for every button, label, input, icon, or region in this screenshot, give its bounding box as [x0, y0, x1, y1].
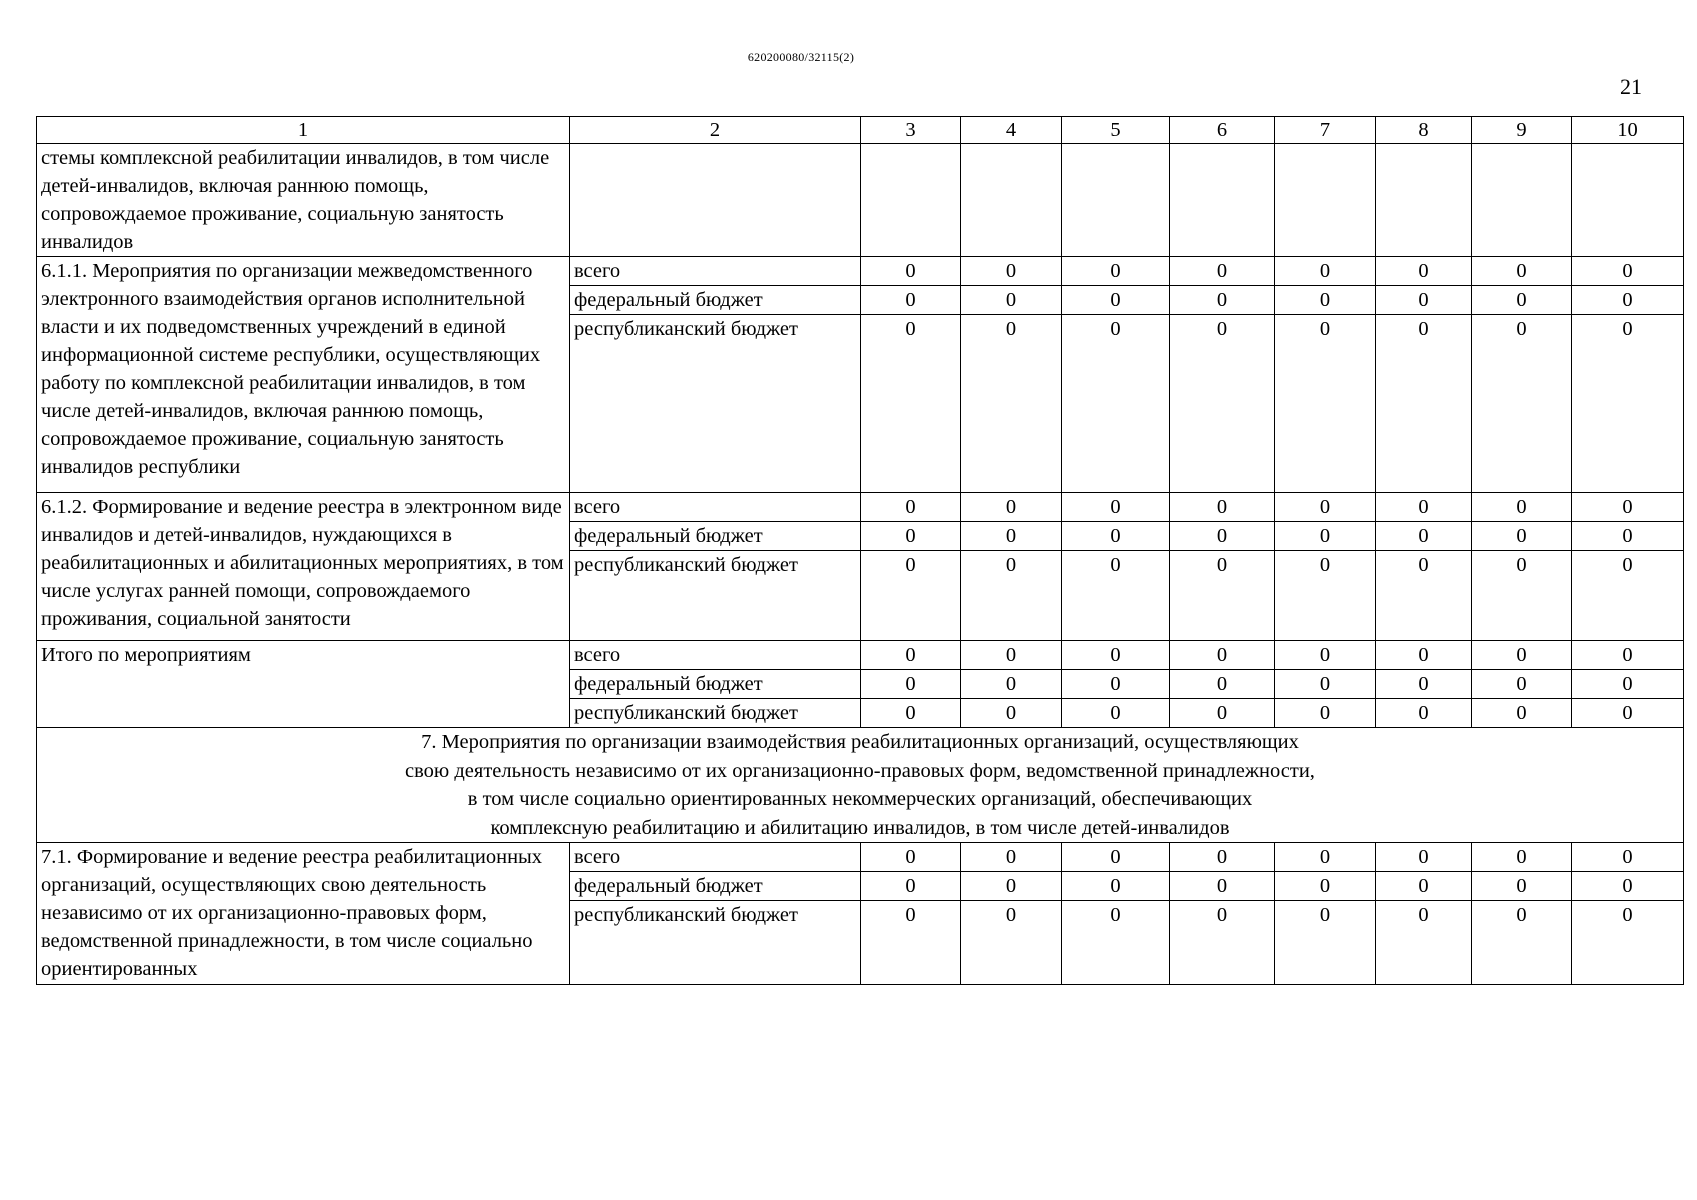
- value-cell: 0: [1275, 493, 1376, 522]
- table-row: [37, 493, 1684, 522]
- row-description: 6.1.2. Формирование и ведение реестра в электронном виде инвалидов и детей-инвалидов, нуждающихся в реабилитационных и абилитационных мероприятиях, в том числе услугах ранней помощи, сопровождаемого проживания, социальной занятости: [37, 493, 570, 641]
- value-cell: 0: [1275, 901, 1376, 985]
- value-cell: 0: [1062, 641, 1170, 670]
- value-cell: 0: [1376, 286, 1472, 315]
- budget-label-total: всего: [570, 257, 861, 286]
- row-description: 6.1.1. Мероприятия по организации межведомственного электронного взаимодействия органов исполнительной власти и их подведомственных учреждений в единой информационной системе республики, осуществляющих работу по комплексной реабилитации инвалидов, в том числе детей-инвалидов, включая раннюю помощь, сопровождаемое проживание, социальную занятость инвалидов республики: [37, 257, 570, 493]
- value-cell: 0: [1062, 315, 1170, 493]
- column-header: 1: [37, 117, 570, 144]
- budget-label-republic: республиканский бюджет: [570, 315, 861, 493]
- value-cell: 0: [1275, 286, 1376, 315]
- value-cell: 0: [861, 493, 961, 522]
- page-number: 21: [1620, 74, 1642, 99]
- value-cell: 0: [1472, 843, 1572, 872]
- column-header: 8: [1376, 117, 1472, 144]
- value-cell: 0: [1062, 493, 1170, 522]
- value-cell: 0: [1472, 315, 1572, 493]
- value-cell: 0: [861, 670, 961, 699]
- column-header: 4: [961, 117, 1062, 144]
- value-cell: 0: [1572, 315, 1684, 493]
- budget-label-federal: федеральный бюджет: [570, 670, 861, 699]
- empty-cell: [570, 144, 861, 257]
- value-cell: 0: [1376, 641, 1472, 670]
- value-cell: 0: [961, 257, 1062, 286]
- value-cell: 0: [1572, 901, 1684, 985]
- value-cell: 0: [1472, 901, 1572, 985]
- value-cell: 0: [1472, 522, 1572, 551]
- table-row: [37, 843, 1684, 872]
- value-cell: 0: [1572, 699, 1684, 728]
- value-cell: 0: [1472, 641, 1572, 670]
- value-cell: 0: [1062, 522, 1170, 551]
- value-cell: 0: [1472, 872, 1572, 901]
- value-cell: 0: [1275, 315, 1376, 493]
- value-cell: 0: [1170, 522, 1275, 551]
- section-heading-row: [37, 728, 1684, 843]
- value-cell: 0: [961, 522, 1062, 551]
- value-cell: 0: [961, 843, 1062, 872]
- column-header: 6: [1170, 117, 1275, 144]
- value-cell: 0: [1062, 843, 1170, 872]
- value-cell: 0: [1472, 257, 1572, 286]
- empty-cell: [1062, 144, 1170, 257]
- value-cell: 0: [861, 315, 961, 493]
- value-cell: 0: [1062, 257, 1170, 286]
- empty-cell: [1275, 144, 1376, 257]
- value-cell: 0: [1275, 641, 1376, 670]
- column-header: 2: [570, 117, 861, 144]
- value-cell: 0: [1572, 551, 1684, 641]
- section-heading-line: свою деятельность независимо от их организационно-правовых форм, ведомственной принадлежности,: [405, 759, 1315, 782]
- value-cell: 0: [1275, 872, 1376, 901]
- value-cell: 0: [1376, 843, 1472, 872]
- empty-cell: [861, 144, 961, 257]
- value-cell: 0: [1275, 257, 1376, 286]
- value-cell: 0: [1170, 901, 1275, 985]
- column-header: 9: [1472, 117, 1572, 144]
- empty-cell: [961, 144, 1062, 257]
- value-cell: 0: [1062, 872, 1170, 901]
- value-cell: 0: [861, 901, 961, 985]
- budget-label-total: всего: [570, 493, 861, 522]
- value-cell: 0: [1376, 315, 1472, 493]
- value-cell: 0: [861, 522, 961, 551]
- value-cell: 0: [1376, 493, 1472, 522]
- section-heading-line: 7. Мероприятия по организации взаимодействия реабилитационных организаций, осуществляющих: [421, 731, 1299, 753]
- value-cell: 0: [1376, 872, 1472, 901]
- table-row-continuation: [37, 144, 1684, 257]
- value-cell: 0: [1472, 551, 1572, 641]
- value-cell: 0: [1472, 286, 1572, 315]
- section-heading-line: в том числе социально ориентированных некоммерческих организаций, обеспечивающих: [467, 788, 1253, 810]
- value-cell: 0: [1275, 699, 1376, 728]
- value-cell: 0: [1170, 257, 1275, 286]
- budget-table: [36, 116, 1684, 985]
- empty-cell: [1572, 144, 1684, 257]
- value-cell: 0: [961, 641, 1062, 670]
- value-cell: 0: [1170, 872, 1275, 901]
- value-cell: 0: [1376, 551, 1472, 641]
- value-cell: 0: [1275, 670, 1376, 699]
- value-cell: 0: [1472, 493, 1572, 522]
- section-heading: [37, 728, 1684, 843]
- value-cell: 0: [961, 901, 1062, 985]
- value-cell: 0: [1170, 641, 1275, 670]
- column-header: 7: [1275, 117, 1376, 144]
- value-cell: 0: [961, 315, 1062, 493]
- value-cell: 0: [1170, 315, 1275, 493]
- row-description: Итого по мероприятиям: [37, 641, 570, 728]
- value-cell: 0: [1062, 699, 1170, 728]
- empty-cell: [1376, 144, 1472, 257]
- value-cell: 0: [1275, 522, 1376, 551]
- value-cell: 0: [1572, 670, 1684, 699]
- value-cell: 0: [961, 872, 1062, 901]
- value-cell: 0: [1170, 670, 1275, 699]
- value-cell: 0: [1376, 522, 1472, 551]
- value-cell: 0: [1572, 641, 1684, 670]
- value-cell: 0: [1572, 286, 1684, 315]
- column-header: 3: [861, 117, 961, 144]
- budget-label-federal: федеральный бюджет: [570, 872, 861, 901]
- budget-label-total: всего: [570, 641, 861, 670]
- value-cell: 0: [1062, 551, 1170, 641]
- value-cell: 0: [1572, 257, 1684, 286]
- value-cell: 0: [961, 493, 1062, 522]
- value-cell: 0: [861, 699, 961, 728]
- value-cell: 0: [961, 286, 1062, 315]
- budget-label-republic: республиканский бюджет: [570, 699, 861, 728]
- value-cell: 0: [861, 843, 961, 872]
- budget-label-federal: федеральный бюджет: [570, 522, 861, 551]
- value-cell: 0: [961, 551, 1062, 641]
- value-cell: 0: [1472, 670, 1572, 699]
- value-cell: 0: [961, 670, 1062, 699]
- value-cell: 0: [1376, 699, 1472, 728]
- value-cell: 0: [1572, 493, 1684, 522]
- value-cell: 0: [1062, 670, 1170, 699]
- row-description: стемы комплексной реабилитации инвалидов, в том числе детей-инвалидов, включая раннюю помощь, сопровождаемое проживание, социальную занятость инвалидов: [37, 144, 570, 257]
- value-cell: 0: [861, 872, 961, 901]
- value-cell: 0: [1376, 901, 1472, 985]
- value-cell: 0: [1376, 257, 1472, 286]
- value-cell: 0: [1572, 872, 1684, 901]
- value-cell: 0: [1572, 522, 1684, 551]
- value-cell: 0: [1572, 843, 1684, 872]
- section-heading-line: комплексную реабилитацию и абилитацию инвалидов, в том числе детей-инвалидов: [490, 816, 1230, 839]
- value-cell: 0: [1275, 843, 1376, 872]
- table-row: [37, 257, 1684, 286]
- row-description: 7.1. Формирование и ведение реестра реабилитационных организаций, осуществляющих свою деятельность независимо от их организационно-правовых форм, ведомственной принадлежности, в том числе социально ориентированных: [37, 843, 570, 985]
- value-cell: 0: [861, 257, 961, 286]
- budget-label-total: всего: [570, 843, 861, 872]
- value-cell: 0: [1170, 551, 1275, 641]
- value-cell: 0: [1062, 901, 1170, 985]
- value-cell: 0: [1170, 699, 1275, 728]
- value-cell: 0: [861, 641, 961, 670]
- value-cell: 0: [1062, 286, 1170, 315]
- value-cell: 0: [961, 699, 1062, 728]
- value-cell: 0: [1170, 843, 1275, 872]
- empty-cell: [1170, 144, 1275, 257]
- value-cell: 0: [861, 286, 961, 315]
- budget-label-republic: республиканский бюджет: [570, 901, 861, 985]
- budget-label-republic: республиканский бюджет: [570, 551, 861, 641]
- value-cell: 0: [1170, 493, 1275, 522]
- budget-label-federal: федеральный бюджет: [570, 286, 861, 315]
- value-cell: 0: [1170, 286, 1275, 315]
- column-number-row: [37, 117, 1684, 144]
- document-code: 620200080/32115(2): [747, 50, 855, 64]
- empty-cell: [1472, 144, 1572, 257]
- value-cell: 0: [861, 551, 961, 641]
- value-cell: 0: [1275, 551, 1376, 641]
- column-header: 10: [1572, 117, 1684, 144]
- column-header: 5: [1062, 117, 1170, 144]
- table-row: [37, 641, 1684, 670]
- value-cell: 0: [1472, 699, 1572, 728]
- value-cell: 0: [1376, 670, 1472, 699]
